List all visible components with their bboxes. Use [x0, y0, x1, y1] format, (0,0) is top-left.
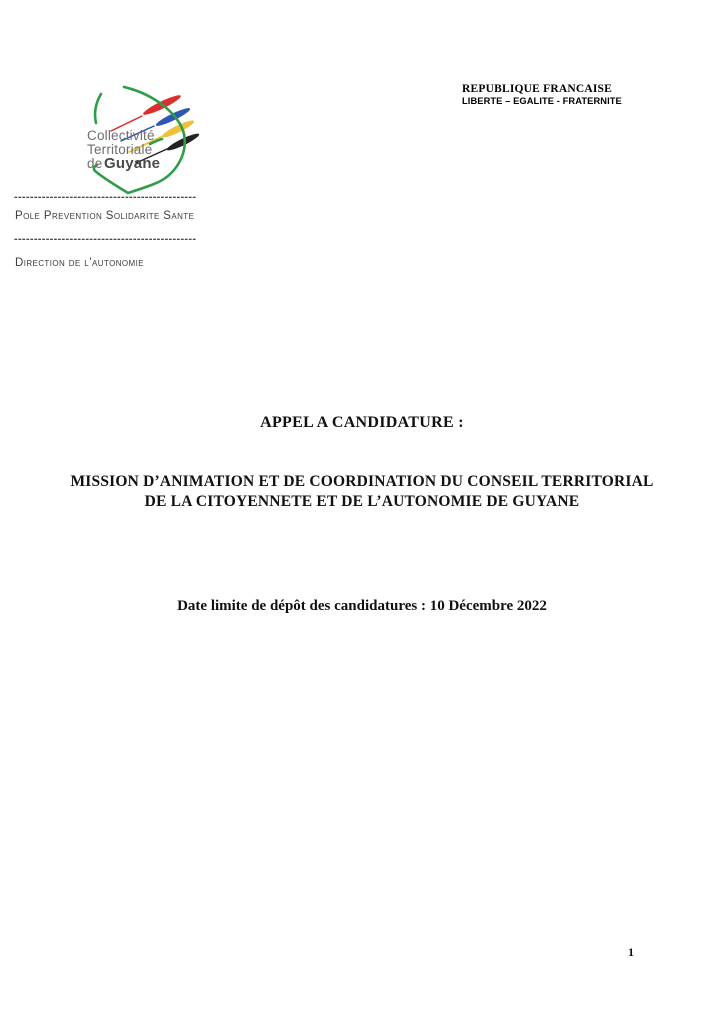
republique-block — [462, 83, 622, 106]
logo-text-guyane: Guyane — [104, 155, 161, 172]
mission-title — [0, 472, 724, 511]
logo-text-line3 — [87, 155, 160, 172]
page-number: 1 — [628, 945, 634, 959]
logo-text-line1: Collectivité — [87, 128, 155, 143]
separator-dashes: ---------------------------------------------- — [14, 233, 197, 245]
republique-motto: LIBERTE – EGALITE - FRATERNITE — [462, 96, 622, 106]
ctg-logo — [84, 84, 216, 198]
logo-text-line2: Territoriale — [87, 142, 153, 157]
mission-title-line1: MISSION D’ANIMATION ET DE COORDINATION DU CONSEIL TERRITORIAL — [70, 473, 654, 490]
deadline-text: Date limite de dépôt des candidatures : 10 Décembre 2022 — [177, 598, 547, 614]
document-title: APPEL A CANDIDATURE : — [260, 414, 464, 431]
pole-label: Pole Prevention Solidarite Sante — [15, 210, 195, 222]
direction-label: Direction de l’autonomie — [15, 257, 144, 269]
mission-title-line2: DE LA CITOYENNETE ET DE L’AUTONOMIE DE GUYANE — [144, 492, 580, 510]
republique-title: REPUBLIQUE FRANCAISE — [462, 83, 613, 95]
separator-dashes: ---------------------------------------------- — [14, 191, 197, 203]
logo-text-de: de — [87, 156, 103, 171]
